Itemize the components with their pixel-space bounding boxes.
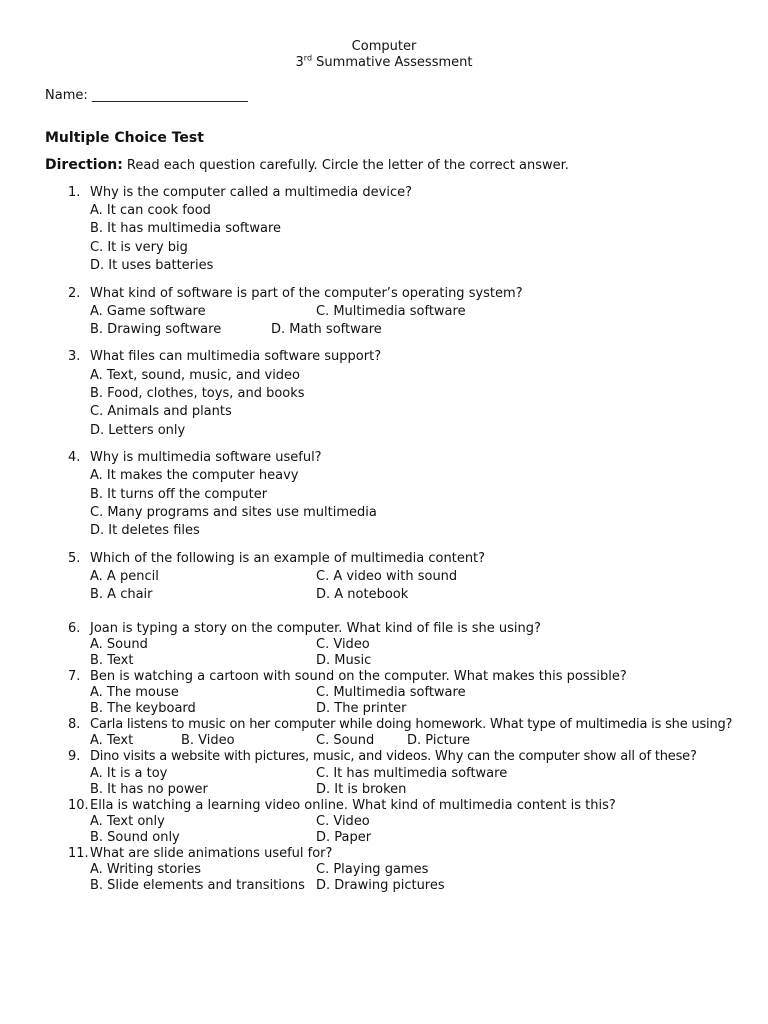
question-text: What kind of software is part of the computer’s operating system?: [90, 286, 523, 301]
name-line: [45, 88, 248, 104]
choice-c: C. It is very big: [90, 240, 188, 255]
question-text: Ella is watching a learning video online. What kind of multimedia content is this?: [90, 798, 616, 813]
choice-a: A. Text only: [90, 814, 165, 829]
assessment-number: 3: [295, 55, 304, 70]
choice-a: A. The mouse: [90, 685, 179, 700]
choice-b: B. Slide elements and transitions: [90, 878, 305, 893]
assessment-title-rest: Summative Assessment: [312, 55, 473, 70]
direction-line: [45, 157, 569, 174]
choice-c: C. Sound: [316, 733, 375, 748]
question-number: 6.: [68, 621, 81, 636]
question-text: Joan is typing a story on the computer. What kind of file is she using?: [90, 621, 541, 636]
choice-a: A. It makes the computer heavy: [90, 468, 299, 483]
choice-d: D. It deletes files: [90, 523, 200, 538]
choice-c: C. Playing games: [316, 862, 429, 877]
choice-b: B. Drawing software: [90, 322, 222, 337]
choice-d: D. Letters only: [90, 423, 186, 438]
question-number: 3.: [68, 349, 81, 364]
choice-c: C. Multimedia software: [316, 685, 466, 700]
choice-b: B. Text: [90, 653, 134, 668]
choice-b: B. A chair: [90, 587, 153, 602]
choice-c: C. It has multimedia software: [316, 766, 508, 781]
choice-b: B. Food, clothes, toys, and books: [90, 386, 305, 401]
choice-a: A. Text: [90, 733, 134, 748]
choice-a: A. Writing stories: [90, 862, 202, 877]
choice-c: C. Video: [316, 814, 370, 829]
assessment-ordinal-suffix: rd: [303, 53, 313, 63]
direction-label: Direction:: [45, 157, 123, 173]
question-text: Why is multimedia software useful?: [90, 450, 322, 465]
choice-d: D. It uses batteries: [90, 258, 214, 273]
choice-b: B. Video: [181, 733, 235, 748]
question-text: Dino visits a website with pictures, music, and videos. Why can the computer show all of these?: [90, 749, 697, 764]
choice-c: C. Video: [316, 637, 370, 652]
direction-text: Read each question carefully. Circle the letter of the correct answer.: [122, 158, 569, 173]
choice-b: B. It has multimedia software: [90, 221, 282, 236]
question-text: What files can multimedia software support?: [90, 349, 382, 364]
choice-d: D. Picture: [407, 733, 470, 748]
question-number: 5.: [68, 551, 81, 566]
question-text: Carla listens to music on her computer while doing homework. What type of multimedia is she using?: [90, 717, 733, 732]
question-number: 10.: [68, 798, 89, 813]
choice-a: A. A pencil: [90, 569, 159, 584]
question-number: 4.: [68, 450, 81, 465]
choice-d: D. Paper: [316, 830, 372, 845]
question-number: 11.: [68, 846, 89, 861]
question-number: 2.: [68, 286, 81, 301]
question-number: 8.: [68, 717, 81, 732]
choice-d: D. The printer: [316, 701, 407, 716]
choice-d: D. Math software: [271, 322, 382, 337]
choice-d: D. Drawing pictures: [316, 878, 445, 893]
choice-a: A. Text, sound, music, and video: [90, 368, 301, 383]
choice-a: A. Game software: [90, 304, 206, 319]
choice-d: D. A notebook: [316, 587, 409, 602]
question-number: 7.: [68, 669, 81, 684]
choice-b: B. It has no power: [90, 782, 208, 797]
choice-c: C. Many programs and sites use multimedia: [90, 505, 377, 520]
choice-b: B. The keyboard: [90, 701, 196, 716]
subject-title: Computer: [351, 39, 417, 54]
choice-d: D. It is broken: [316, 782, 407, 797]
choice-b: B. It turns off the computer: [90, 487, 268, 502]
question-text: What are slide animations useful for?: [90, 846, 333, 861]
question-text: Why is the computer called a multimedia device?: [90, 185, 412, 200]
question-number: 1.: [68, 185, 81, 200]
choice-a: A. It is a toy: [90, 766, 168, 781]
question-text: Ben is watching a cartoon with sound on the computer. What makes this possible?: [90, 669, 627, 684]
section-title: Multiple Choice Test: [45, 130, 204, 146]
choice-c: C. A video with sound: [316, 569, 458, 584]
name-blank: ________________________: [91, 88, 248, 103]
question-text: Which of the following is an example of multimedia content?: [90, 551, 486, 566]
choice-d: D. Music: [316, 653, 372, 668]
choice-c: C. Animals and plants: [90, 404, 232, 419]
choice-b: B. Sound only: [90, 830, 180, 845]
choice-a: A. It can cook food: [90, 203, 211, 218]
choice-a: A. Sound: [90, 637, 148, 652]
assessment-title: [0, 55, 768, 71]
question-number: 9.: [68, 749, 81, 764]
choice-c: C. Multimedia software: [316, 304, 466, 319]
name-label: Name:: [45, 88, 88, 103]
